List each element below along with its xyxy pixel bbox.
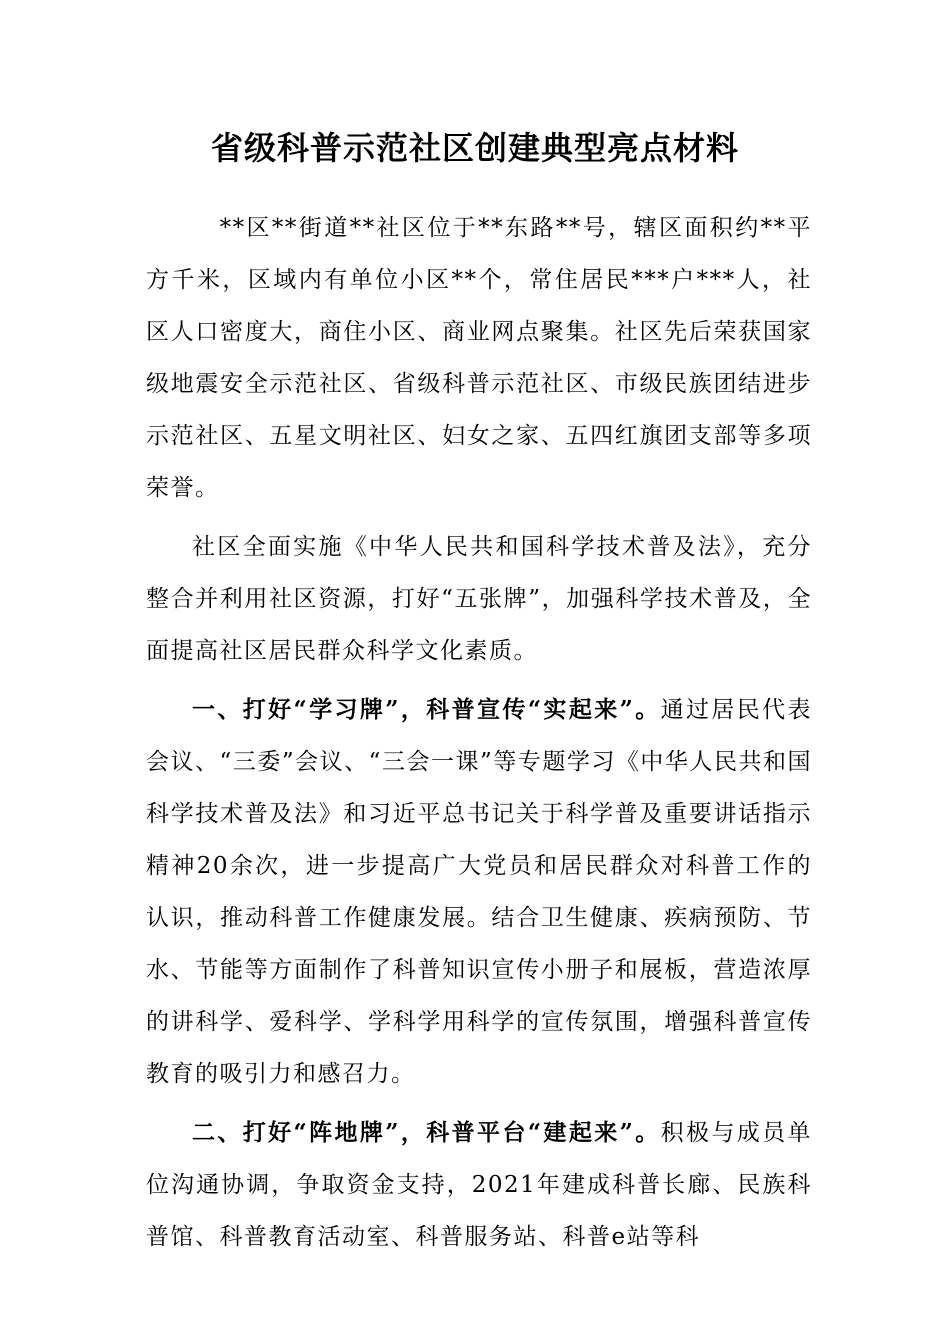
section-heading: 二、打好“阵地牌”，科普平台“建起来”。 [192,1119,661,1146]
paragraph-section-2 [146,1107,812,1263]
paragraph-text: 积极与成员单位沟通协调，争取资金支持，2021年建成科普长廊、民族科普馆、科普教育活动室、科普服务站、科普e站等科 [146,1120,813,1250]
paragraph-text: **区**街道**社区位于**东路**号，辖区面积约**平方千米，区域内有单位小区**个，常住居民***户***人，社区人口密度大，商住小区、商业网点聚集。社区先后荣获国家级地震安全示范社区、省级科普示范社区、市级民族团结进步示范社区、五星文明社区、妇女之家、五四红旗团支部等多项荣誉。 [146,215,812,501]
paragraph-text: 通过居民代表会议、“三委”会议、“三会一课”等专题学习《中华人民共和国科学技术普及法》和习近平总书记关于科学普及重要讲话指示精神20余次，进一步提高广大党员和居民群众对科普工作的认识，推动科普工作健康发展。结合卫生健康、疾病预防、节水、节能等方面制作了科普知识宣传小册子和展板，营造浓厚的讲科学、爱科学、学科学用科学的宣传氛围，增强科普宣传教育的吸引力和感召力。 [146,697,813,1087]
document-body [146,202,812,1263]
section-heading: 一、打好“学习牌”，科普宣传“实起来”。 [192,696,661,723]
paragraph-intro [146,202,812,514]
paragraph-overview [146,521,812,677]
paragraph-section-1 [146,684,812,1100]
paragraph-text: 社区全面实施《中华人民共和国科学技术普及法》，充分整合并利用社区资源，打好“五张牌”，加强科学技术普及，全面提高社区居民群众科学文化素质。 [146,534,812,664]
document-title: 省级科普示范社区创建典型亮点材料 [210,129,739,167]
